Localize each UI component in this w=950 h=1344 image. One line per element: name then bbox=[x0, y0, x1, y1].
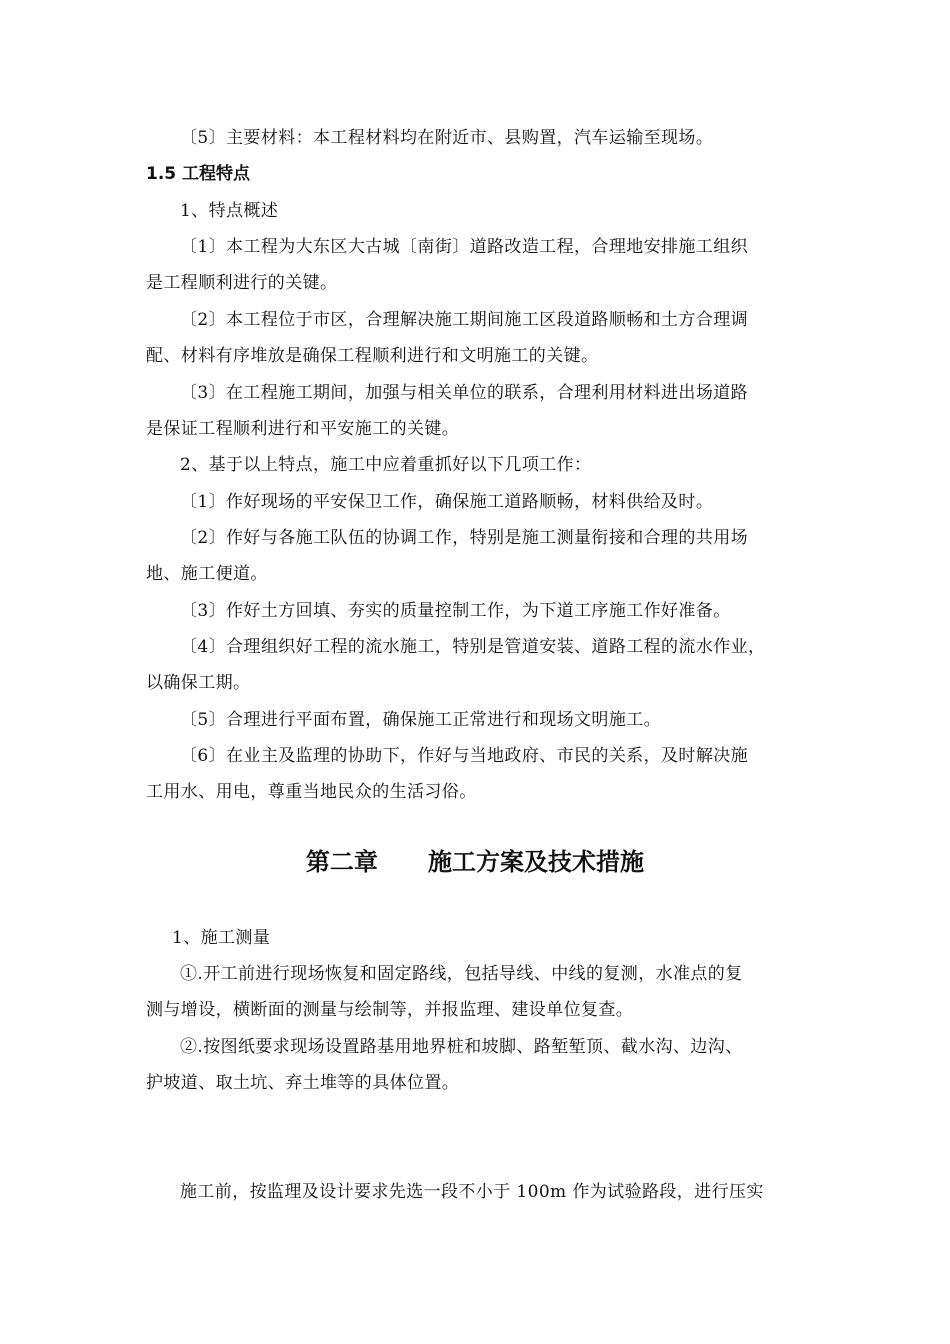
task-item-2-line-2: 地、施工便道。 bbox=[146, 564, 268, 584]
feature-item-2-line-2: 配、材料有序堆放是确保工程顺利进行和文明施工的关键。 bbox=[146, 346, 599, 366]
feature-item-1-line-2: 是工程顺利进行的关键。 bbox=[146, 273, 338, 293]
subheading-key-tasks: 2、基于以上特点，施工中应着重抓好以下几项工作： bbox=[180, 455, 592, 475]
subheading-features-overview: 1、特点概述 bbox=[180, 201, 279, 221]
subheading-construction-survey: 1、施工测量 bbox=[172, 928, 271, 948]
feature-item-2-line-1: 〔2〕本工程位于市区，合理解决施工期间施工区段道路顺畅和土方合理调 bbox=[180, 310, 749, 330]
task-item-4-line-1: 〔4〕合理组织好工程的流水施工，特别是管道安装、道路工程的流水作业， bbox=[180, 637, 766, 657]
task-item-6-line-2: 工用水、用电，尊重当地民众的生活习俗。 bbox=[146, 782, 477, 802]
feature-item-3-line-1: 〔3〕在工程施工期间，加强与相关单位的联系，合理利用材料进出场道路 bbox=[180, 383, 749, 403]
feature-item-3-line-2: 是保证工程顺利进行和平安施工的关键。 bbox=[146, 419, 460, 439]
task-item-4-line-2: 以确保工期。 bbox=[146, 673, 251, 693]
trial-section-paragraph: 施工前，按监理及设计要求先选一段不小于 100m 作为试验路段，进行压实 bbox=[180, 1182, 764, 1202]
task-item-5: 〔5〕合理进行平面布置，确保施工正常进行和现场文明施工。 bbox=[180, 710, 662, 730]
survey-item-1-line-2: 测与增设，横断面的测量与绘制等，并报监理、建设单位复查。 bbox=[146, 1000, 634, 1020]
task-item-6-line-1: 〔6〕在业主及监理的协助下，作好与当地政府、市民的关系，及时解决施 bbox=[180, 746, 749, 766]
task-item-3: 〔3〕作好土方回填、夯实的质量控制工作，为下道工序施工作好准备。 bbox=[180, 601, 731, 621]
survey-item-2-line-1: ②.按图纸要求现场设置路基用地界桩和坡脚、路堑堑顶、截水沟、边沟、 bbox=[180, 1037, 743, 1057]
chapter-title: 第二章 施工方案及技术措施 bbox=[305, 848, 645, 876]
materials-paragraph: 〔5〕主要材料：本工程材料均在附近市、县购置，汽车运输至现场。 bbox=[180, 128, 714, 148]
task-item-2-line-1: 〔2〕作好与各施工队伍的协调工作，特别是施工测量衔接和合理的共用场 bbox=[180, 528, 749, 548]
feature-item-1-line-1: 〔1〕本工程为大东区大古城〔南街〕道路改造工程，合理地安排施工组织 bbox=[180, 237, 749, 257]
survey-item-2-line-2: 护坡道、取土坑、弃土堆等的具体位置。 bbox=[146, 1073, 460, 1093]
task-item-1: 〔1〕作好现场的平安保卫工作，确保施工道路顺畅，材料供给及时。 bbox=[180, 492, 714, 512]
section-heading-1-5: 1.5 工程特点 bbox=[146, 164, 251, 184]
survey-item-1-line-1: ①.开工前进行现场恢复和固定路线，包括导线、中线的复测，水准点的复 bbox=[180, 964, 743, 984]
